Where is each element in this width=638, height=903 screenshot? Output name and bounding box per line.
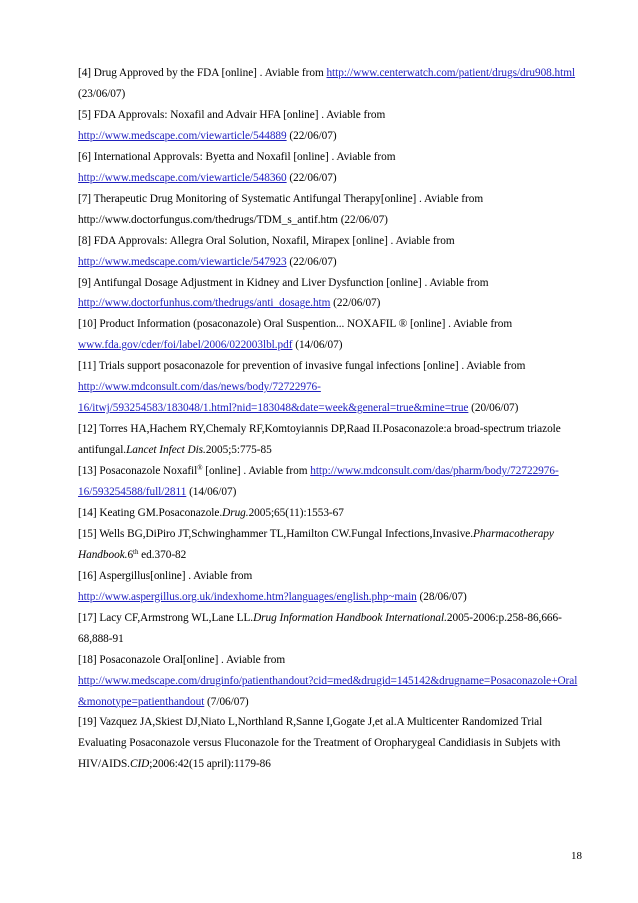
reference-text: 2005;5:775-85 bbox=[205, 444, 272, 457]
reference-text: 6 bbox=[127, 548, 134, 561]
reference-text: [4] Drug Approved by the FDA [online] . Aviable from bbox=[78, 67, 327, 79]
reference-text: [9] Antifungal Dosage Adjustment in Kidney and Liver Dysfunction [online] . Aviable from bbox=[78, 276, 489, 289]
journal-title: Drug Information Handbook International. bbox=[253, 611, 447, 624]
reference-link[interactable]: 16/593254588/full/2811 bbox=[78, 486, 187, 498]
reference-text: [online] . Aviable from bbox=[202, 465, 311, 478]
reference-text: [18] Posaconazole Oral[online] . Aviable from bbox=[78, 653, 286, 666]
reference-text: [15] Wells BG,DiPiro JT,Schwinghammer TL,Hamilton CW.Fungal Infections,Invasive. bbox=[78, 527, 474, 540]
reference-text: ed.370-82 bbox=[138, 548, 187, 561]
reference-text: [10] Product Information (posaconazole) Oral Suspention... NOXAFIL ® [online] . Aviable from bbox=[78, 318, 513, 331]
reference-text: [17] Lacy CF,Armstrong WL,Lane LL. bbox=[78, 611, 254, 624]
reference-text: [19] Vazquez JA,Skiest DJ,Niato L,Northland R,Sanne I,Gogate J,et al.A Multicenter Randomized Trial bbox=[78, 716, 543, 729]
reference-text: (22/06/07) bbox=[286, 171, 337, 184]
reference-text: (7/06/07) bbox=[204, 695, 249, 708]
reference-link[interactable]: http://www.centerwatch.com/patient/drugs/dru908.html bbox=[326, 67, 576, 79]
reference-line bbox=[78, 714, 542, 730]
reference-text: (23/06/07) bbox=[78, 88, 126, 100]
reference-text: [12] Torres HA,Hachem RY,Chemaly RF,Komtoyiannis DP,Raad II.Posaconazole:a broad-spectrum triazole bbox=[78, 423, 561, 436]
reference-text: [16] Aspergillus[online] . Aviable from bbox=[78, 569, 253, 582]
reference-link[interactable]: http://www.medscape.com/viewarticle/544889 bbox=[78, 129, 287, 142]
reference-link[interactable]: http://www.doctorfunhus.com/thedrugs/anti_dosage.htm bbox=[78, 297, 331, 310]
reference-text: [5] FDA Approvals: Noxafil and Advair HFA [online] . Aviable from bbox=[78, 108, 386, 121]
superscript: ® bbox=[197, 464, 203, 473]
reference-text: 2005;65(11):1553-67 bbox=[248, 506, 344, 519]
journal-title: Handbook. bbox=[78, 548, 128, 561]
reference-text: (22/06/07) bbox=[286, 129, 337, 142]
reference-link[interactable]: http://www.medscape.com/viewarticle/548360 bbox=[78, 171, 287, 184]
reference-text: [6] International Approvals: Byetta and Noxafil [online] . Aviable from bbox=[78, 150, 396, 163]
reference-text: [13] Posaconazole Noxafil bbox=[78, 465, 198, 478]
reference-text: 2005-2006:p.258-86,666- bbox=[446, 611, 562, 624]
reference-text: [8] FDA Approvals: Allegra Oral Solution, Noxafil, Mirapex [online] . Aviable from bbox=[78, 234, 455, 247]
reference-text: [7] Therapeutic Drug Monitoring of Systematic Antifungal Therapy[online] . Aviable from bbox=[78, 192, 484, 205]
reference-line bbox=[78, 756, 271, 772]
reference-text: (28/06/07) bbox=[416, 590, 467, 603]
reference-link[interactable]: http://www.mdconsult.com/das/news/body/72722976- bbox=[78, 381, 321, 394]
reference-link[interactable]: www.fda.gov/cder/foi/label/2006/022003lbl.pdf bbox=[78, 339, 293, 352]
reference-link[interactable]: http://www.medscape.com/viewarticle/547923 bbox=[78, 255, 287, 268]
reference-text: (14/06/07) bbox=[186, 486, 237, 498]
reference-text: http://www.doctorfungus.com/thedrugs/TDM_s_antif.htm (22/06/07) bbox=[78, 213, 388, 226]
reference-text: [14] Keating GM.Posaconazole. bbox=[78, 506, 223, 519]
reference-text: (22/06/07) bbox=[330, 297, 381, 310]
reference-text: ;2006:42(15 april):1179-86 bbox=[149, 758, 271, 771]
reference-text: (20/06/07) bbox=[468, 402, 519, 415]
reference-text: (22/06/07) bbox=[286, 255, 337, 268]
reference-line bbox=[78, 735, 560, 751]
reference-link[interactable]: http://www.medscape.com/druginfo/patienthandout?cid=med&drugid=145142&drugname=Posaconazole+Oral bbox=[78, 674, 578, 687]
journal-title: Pharmacotherapy bbox=[473, 527, 554, 540]
page-number: 18 bbox=[571, 850, 582, 862]
reference-link[interactable]: &monotype=patienthandout bbox=[78, 695, 205, 708]
journal-title: Lancet Infect Dis. bbox=[126, 444, 206, 457]
superscript: th bbox=[133, 547, 139, 556]
reference-text: Evaluating Posaconazole versus Fluconazole for the Treatment of Oropharygeal Candidiasis in Subjets with bbox=[78, 737, 561, 750]
reference-text: 68,888-91 bbox=[78, 632, 124, 645]
reference-text: (14/06/07) bbox=[292, 339, 343, 352]
journal-title: Drug. bbox=[222, 506, 249, 519]
reference-text: antifungal. bbox=[78, 444, 127, 457]
reference-text: [11] Trials support posaconazole for prevention of invasive fungal infections [online] . Aviable from bbox=[78, 360, 526, 373]
reference-text: HIV/AIDS. bbox=[78, 758, 130, 771]
reference-link[interactable]: http://www.mdconsult.com/das/pharm/body/72722976- bbox=[310, 465, 559, 478]
journal-title: CID bbox=[129, 758, 150, 771]
reference-link[interactable]: http://www.aspergillus.org.uk/indexhome.htm?languages/english.php~main bbox=[78, 590, 417, 603]
reference-link[interactable]: 16/itwj/593254583/183048/1.html?nid=183048&date=week&general=true&mine=true bbox=[78, 402, 469, 415]
